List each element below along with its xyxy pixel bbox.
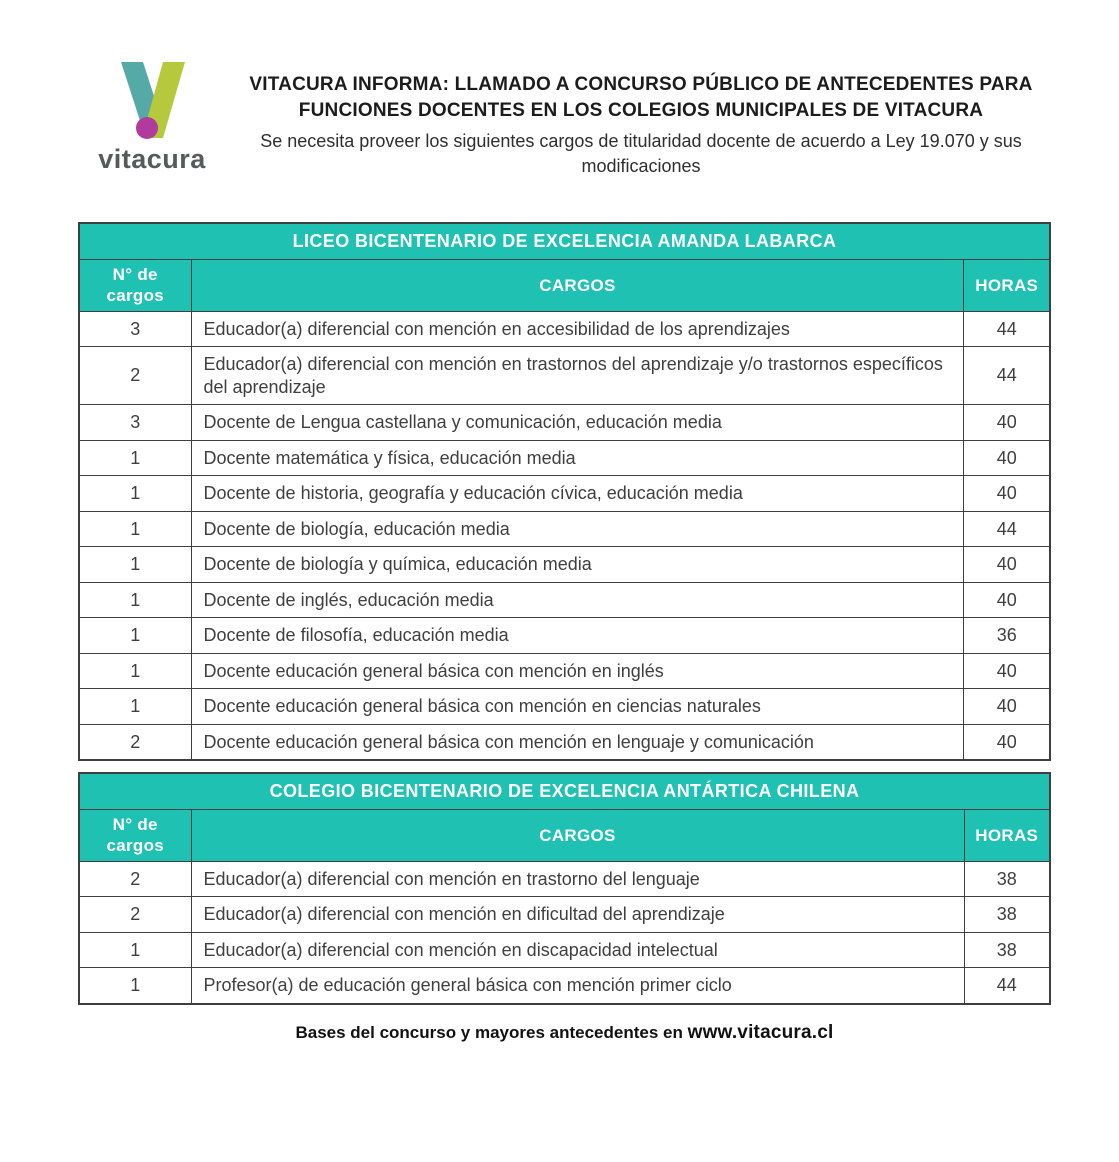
cargo-cell: Docente educación general básica con mención en ciencias naturales: [191, 689, 964, 725]
column-header-horas: HORAS: [964, 810, 1050, 862]
table-row: [79, 932, 1050, 968]
num-cargos-cell: 2: [79, 861, 191, 897]
table-row: [79, 861, 1050, 897]
table-row: [79, 511, 1050, 547]
table-row: [79, 724, 1050, 760]
cargo-cell: Educador(a) diferencial con mención en trastorno del lenguaje: [191, 861, 964, 897]
cargo-cell: Educador(a) diferencial con mención en accesibilidad de los aprendizajes: [191, 311, 964, 347]
num-cargos-cell: 1: [79, 511, 191, 547]
table-row: [79, 405, 1050, 441]
cargo-cell: Docente educación general básica con mención en lenguaje y comunicación: [191, 724, 964, 760]
horas-cell: 44: [964, 511, 1050, 547]
horas-cell: 38: [964, 932, 1050, 968]
horas-cell: 40: [964, 405, 1050, 441]
num-cargos-cell: 1: [79, 582, 191, 618]
table-body: [79, 861, 1050, 1004]
table-row: [79, 547, 1050, 583]
cargo-cell: Docente de Lengua castellana y comunicación, educación media: [191, 405, 964, 441]
table-title-row: [79, 773, 1050, 810]
footer-note: [78, 1022, 1051, 1044]
horas-cell: 40: [964, 724, 1050, 760]
vitacura-v-icon: [97, 60, 207, 142]
table-row: [79, 968, 1050, 1004]
vitacura-logo: [92, 60, 212, 175]
table-row: [79, 582, 1050, 618]
num-cargos-cell: 1: [79, 547, 191, 583]
column-header-horas: HORAS: [964, 260, 1050, 312]
horas-cell: 40: [964, 689, 1050, 725]
num-cargos-cell: 1: [79, 440, 191, 476]
num-cargos-cell: 1: [79, 932, 191, 968]
cargo-cell: Educador(a) diferencial con mención en discapacidad intelectual: [191, 932, 964, 968]
num-cargos-cell: 1: [79, 689, 191, 725]
horas-cell: 36: [964, 618, 1050, 654]
num-cargos-cell: 2: [79, 897, 191, 933]
horas-cell: 40: [964, 440, 1050, 476]
table-row: [79, 897, 1050, 933]
footer-url: www.vitacura.cl: [687, 1022, 834, 1043]
horas-cell: 38: [964, 861, 1050, 897]
cargo-cell: Docente de inglés, educación media: [191, 582, 964, 618]
table-body: [79, 311, 1050, 760]
footer-text: Bases del concurso y mayores antecedentes en: [295, 1023, 688, 1042]
num-cargos-cell: 1: [79, 968, 191, 1004]
cargo-cell: Docente educación general básica con mención en inglés: [191, 653, 964, 689]
cargo-cell: Docente de historia, geografía y educación cívica, educación media: [191, 476, 964, 512]
horas-cell: 38: [964, 897, 1050, 933]
cargo-cell: Educador(a) diferencial con mención en dificultad del aprendizaje: [191, 897, 964, 933]
num-cargos-cell: 3: [79, 311, 191, 347]
table-row: [79, 311, 1050, 347]
horas-cell: 40: [964, 653, 1050, 689]
cargo-cell: Educador(a) diferencial con mención en trastornos del aprendizaje y/o trastornos específicos del aprendizaje: [191, 347, 964, 405]
horas-cell: 44: [964, 311, 1050, 347]
cargo-cell: Docente de filosofía, educación media: [191, 618, 964, 654]
horas-cell: 40: [964, 582, 1050, 618]
cargo-cell: Docente matemática y física, educación media: [191, 440, 964, 476]
horas-cell: 44: [964, 968, 1050, 1004]
announcement-title: VITACURA INFORMA: LLAMADO A CONCURSO PÚBLICO DE ANTECEDENTES PARA FUNCIONES DOCENTES EN LOS COLEGIOS MUNICIPALES DE VITACURA: [249, 74, 1033, 121]
table-liceo-amanda-labarca: [78, 222, 1051, 761]
table-row: [79, 618, 1050, 654]
num-cargos-cell: 3: [79, 405, 191, 441]
table-row: [79, 347, 1050, 405]
announcement-subtitle: Se necesita proveer los siguientes cargos de titularidad docente de acuerdo a Ley 19.070 y sus modificaciones: [260, 131, 1022, 177]
announcement-header: [230, 72, 1052, 180]
table-colegio-antartica-chilena: [78, 772, 1051, 1005]
column-header-num-cargos: N° de cargos: [79, 260, 191, 312]
table-title: COLEGIO BICENTENARIO DE EXCELENCIA ANTÁRTICA CHILENA: [79, 773, 1050, 810]
horas-cell: 40: [964, 476, 1050, 512]
table-title: LICEO BICENTENARIO DE EXCELENCIA AMANDA LABARCA: [79, 223, 1050, 260]
column-header-row: [79, 810, 1050, 862]
column-header-cargos: CARGOS: [191, 260, 964, 312]
table-title-row: [79, 223, 1050, 260]
table-row: [79, 440, 1050, 476]
num-cargos-cell: 1: [79, 653, 191, 689]
column-header-row: [79, 260, 1050, 312]
horas-cell: 44: [964, 347, 1050, 405]
horas-cell: 40: [964, 547, 1050, 583]
cargo-cell: Docente de biología y química, educación media: [191, 547, 964, 583]
cargo-cell: Profesor(a) de educación general básica con mención primer ciclo: [191, 968, 964, 1004]
column-header-num-cargos: N° de cargos: [79, 810, 191, 862]
vitacura-wordmark: vitacura: [98, 144, 206, 174]
table-row: [79, 653, 1050, 689]
table-row: [79, 476, 1050, 512]
num-cargos-cell: 1: [79, 618, 191, 654]
num-cargos-cell: 2: [79, 724, 191, 760]
table-row: [79, 689, 1050, 725]
num-cargos-cell: 1: [79, 476, 191, 512]
cargo-cell: Docente de biología, educación media: [191, 511, 964, 547]
num-cargos-cell: 2: [79, 347, 191, 405]
column-header-cargos: CARGOS: [191, 810, 964, 862]
